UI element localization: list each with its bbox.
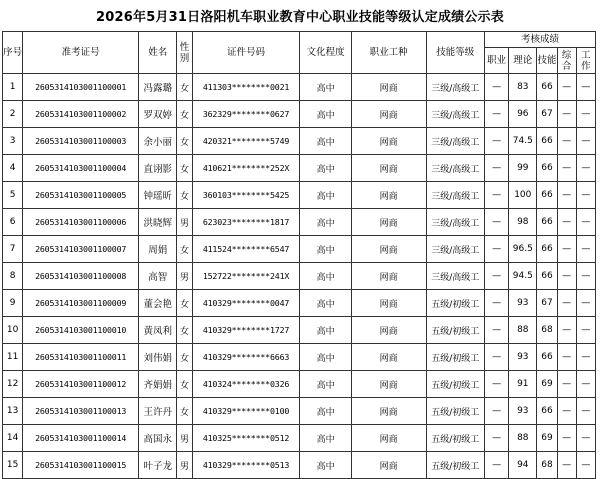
cell-work: — <box>576 317 595 344</box>
cell-skill: 69 <box>537 371 557 398</box>
cell-theory: 94.5 <box>509 263 537 290</box>
table-row <box>3 398 596 425</box>
cell-exam-no: 2605314103001100004 <box>23 155 139 182</box>
table-row <box>3 344 596 371</box>
cell-id-no: 410329********6663 <box>192 344 300 371</box>
cell-education: 高中 <box>300 398 351 425</box>
cell-id-no: 410329********0100 <box>192 398 300 425</box>
cell-exam-no: 2605314103001100007 <box>23 236 139 263</box>
cell-exam-no: 2605314103001100008 <box>23 263 139 290</box>
cell-work: — <box>576 344 595 371</box>
cell-level: 三级/高级工 <box>426 209 484 236</box>
cell-vocation: — <box>484 236 508 263</box>
cell-gender: 女 <box>177 101 192 128</box>
cell-gender: 女 <box>177 236 192 263</box>
cell-work: — <box>576 398 595 425</box>
cell-occupation: 网商 <box>351 209 426 236</box>
cell-work: — <box>576 290 595 317</box>
cell-level: 五级/初级工 <box>426 344 484 371</box>
header-name: 姓名 <box>139 32 177 74</box>
cell-education: 高中 <box>300 371 351 398</box>
cell-vocation: — <box>484 290 508 317</box>
cell-comprehensive: — <box>557 398 576 425</box>
header-row-1 <box>3 32 596 48</box>
cell-id-no: 410329********0047 <box>192 290 300 317</box>
cell-education: 高中 <box>300 263 351 290</box>
cell-work: — <box>576 155 595 182</box>
cell-vocation: — <box>484 452 508 479</box>
cell-skill: 66 <box>537 74 557 101</box>
cell-seq: 6 <box>3 209 23 236</box>
cell-comprehensive: — <box>557 371 576 398</box>
cell-seq: 3 <box>3 128 23 155</box>
cell-comprehensive: — <box>557 452 576 479</box>
cell-occupation: 网商 <box>351 263 426 290</box>
cell-seq: 14 <box>3 425 23 452</box>
cell-occupation: 网商 <box>351 182 426 209</box>
cell-exam-no: 2605314103001100010 <box>23 317 139 344</box>
cell-comprehensive: — <box>557 101 576 128</box>
cell-theory: 88 <box>509 317 537 344</box>
cell-level: 三级/高级工 <box>426 155 484 182</box>
cell-occupation: 网商 <box>351 425 426 452</box>
cell-occupation: 网商 <box>351 452 426 479</box>
cell-vocation: — <box>484 425 508 452</box>
header-skill: 技能 <box>537 48 557 74</box>
header-seq: 序号 <box>3 32 23 74</box>
cell-occupation: 网商 <box>351 317 426 344</box>
cell-name: 高智 <box>139 263 177 290</box>
cell-skill: 66 <box>537 263 557 290</box>
cell-name: 钟瑶昕 <box>139 182 177 209</box>
cell-exam-no: 2605314103001100013 <box>23 398 139 425</box>
cell-level: 三级/高级工 <box>426 182 484 209</box>
cell-theory: 93 <box>509 344 537 371</box>
cell-education: 高中 <box>300 236 351 263</box>
cell-comprehensive: — <box>557 182 576 209</box>
header-exam-no: 准考证号 <box>23 32 139 74</box>
cell-id-no: 410621********252X <box>192 155 300 182</box>
cell-seq: 9 <box>3 290 23 317</box>
cell-skill: 68 <box>537 452 557 479</box>
cell-exam-no: 2605314103001100014 <box>23 425 139 452</box>
cell-vocation: — <box>484 344 508 371</box>
cell-education: 高中 <box>300 317 351 344</box>
cell-gender: 女 <box>177 317 192 344</box>
cell-level: 五级/初级工 <box>426 398 484 425</box>
cell-level: 五级/初级工 <box>426 290 484 317</box>
cell-seq: 15 <box>3 452 23 479</box>
cell-gender: 女 <box>177 182 192 209</box>
table-row <box>3 74 596 101</box>
cell-occupation: 网商 <box>351 128 426 155</box>
cell-gender: 女 <box>177 290 192 317</box>
cell-gender: 女 <box>177 371 192 398</box>
cell-work: — <box>576 263 595 290</box>
cell-theory: 91 <box>509 371 537 398</box>
cell-level: 五级/初级工 <box>426 371 484 398</box>
header-work: 工作 <box>576 48 595 74</box>
cell-work: — <box>576 425 595 452</box>
table-row <box>3 371 596 398</box>
cell-vocation: — <box>484 182 508 209</box>
cell-name: 余小丽 <box>139 128 177 155</box>
cell-name: 周娟 <box>139 236 177 263</box>
cell-vocation: — <box>484 317 508 344</box>
results-table <box>2 31 596 479</box>
cell-skill: 66 <box>537 182 557 209</box>
cell-education: 高中 <box>300 128 351 155</box>
cell-comprehensive: — <box>557 290 576 317</box>
cell-occupation: 网商 <box>351 74 426 101</box>
cell-id-no: 410329********0513 <box>192 452 300 479</box>
header-level: 技能等级 <box>426 32 484 74</box>
table-row <box>3 452 596 479</box>
cell-skill: 66 <box>537 209 557 236</box>
cell-id-no: 411303********0021 <box>192 74 300 101</box>
cell-exam-no: 2605314103001100005 <box>23 182 139 209</box>
cell-gender: 女 <box>177 74 192 101</box>
cell-theory: 98 <box>509 209 537 236</box>
header-scores-group: 考核成绩 <box>484 32 595 48</box>
cell-vocation: — <box>484 209 508 236</box>
cell-id-no: 360103********5425 <box>192 182 300 209</box>
cell-work: — <box>576 74 595 101</box>
cell-id-no: 420321********5749 <box>192 128 300 155</box>
cell-comprehensive: — <box>557 74 576 101</box>
cell-occupation: 网商 <box>351 101 426 128</box>
cell-education: 高中 <box>300 74 351 101</box>
cell-work: — <box>576 371 595 398</box>
cell-vocation: — <box>484 371 508 398</box>
cell-work: — <box>576 128 595 155</box>
cell-seq: 5 <box>3 182 23 209</box>
cell-theory: 96 <box>509 101 537 128</box>
cell-level: 三级/高级工 <box>426 74 484 101</box>
cell-level: 五级/初级工 <box>426 425 484 452</box>
cell-work: — <box>576 101 595 128</box>
cell-skill: 66 <box>537 344 557 371</box>
cell-exam-no: 2605314103001100012 <box>23 371 139 398</box>
cell-theory: 96.5 <box>509 236 537 263</box>
cell-work: — <box>576 452 595 479</box>
cell-education: 高中 <box>300 209 351 236</box>
cell-level: 三级/高级工 <box>426 236 484 263</box>
cell-exam-no: 2605314103001100015 <box>23 452 139 479</box>
table-row <box>3 155 596 182</box>
cell-skill: 68 <box>537 317 557 344</box>
header-theory: 理论 <box>509 48 537 74</box>
table-row <box>3 209 596 236</box>
cell-name: 齐娟娟 <box>139 371 177 398</box>
header-id-no: 证件号码 <box>192 32 300 74</box>
cell-comprehensive: — <box>557 236 576 263</box>
cell-name: 董会艳 <box>139 290 177 317</box>
cell-seq: 1 <box>3 74 23 101</box>
table-row <box>3 236 596 263</box>
cell-exam-no: 2605314103001100003 <box>23 128 139 155</box>
cell-occupation: 网商 <box>351 398 426 425</box>
cell-id-no: 410324********0326 <box>192 371 300 398</box>
cell-theory: 88 <box>509 425 537 452</box>
cell-education: 高中 <box>300 101 351 128</box>
cell-education: 高中 <box>300 290 351 317</box>
cell-theory: 94 <box>509 452 537 479</box>
cell-vocation: — <box>484 398 508 425</box>
cell-vocation: — <box>484 155 508 182</box>
cell-education: 高中 <box>300 452 351 479</box>
cell-occupation: 网商 <box>351 236 426 263</box>
cell-vocation: — <box>484 74 508 101</box>
cell-work: — <box>576 209 595 236</box>
cell-comprehensive: — <box>557 263 576 290</box>
cell-exam-no: 2605314103001100002 <box>23 101 139 128</box>
cell-name: 直诩影 <box>139 155 177 182</box>
cell-name: 冯露璐 <box>139 74 177 101</box>
cell-vocation: — <box>484 128 508 155</box>
cell-seq: 11 <box>3 344 23 371</box>
cell-skill: 66 <box>537 398 557 425</box>
cell-name: 王许丹 <box>139 398 177 425</box>
cell-skill: 69 <box>537 425 557 452</box>
cell-vocation: — <box>484 101 508 128</box>
cell-theory: 93 <box>509 398 537 425</box>
cell-skill: 67 <box>537 290 557 317</box>
cell-occupation: 网商 <box>351 155 426 182</box>
table-row <box>3 425 596 452</box>
cell-name: 黄凤利 <box>139 317 177 344</box>
cell-level: 三级/高级工 <box>426 263 484 290</box>
header-comprehensive: 综合 <box>557 48 576 74</box>
cell-seq: 4 <box>3 155 23 182</box>
cell-id-no: 410329********1727 <box>192 317 300 344</box>
cell-vocation: — <box>484 263 508 290</box>
cell-comprehensive: — <box>557 425 576 452</box>
cell-name: 高国永 <box>139 425 177 452</box>
cell-id-no: 410325********0512 <box>192 425 300 452</box>
cell-exam-no: 2605314103001100006 <box>23 209 139 236</box>
cell-skill: 67 <box>537 101 557 128</box>
cell-work: — <box>576 182 595 209</box>
cell-comprehensive: — <box>557 317 576 344</box>
table-row <box>3 182 596 209</box>
cell-id-no: 152722********241X <box>192 263 300 290</box>
cell-gender: 男 <box>177 263 192 290</box>
cell-id-no: 623023********1817 <box>192 209 300 236</box>
cell-occupation: 网商 <box>351 371 426 398</box>
header-gender: 性别 <box>177 32 192 74</box>
table-row <box>3 290 596 317</box>
cell-occupation: 网商 <box>351 344 426 371</box>
cell-education: 高中 <box>300 155 351 182</box>
cell-seq: 10 <box>3 317 23 344</box>
cell-theory: 74.5 <box>509 128 537 155</box>
cell-id-no: 411524********6547 <box>192 236 300 263</box>
cell-level: 五级/初级工 <box>426 452 484 479</box>
cell-education: 高中 <box>300 182 351 209</box>
cell-comprehensive: — <box>557 128 576 155</box>
cell-skill: 66 <box>537 236 557 263</box>
cell-level: 五级/初级工 <box>426 317 484 344</box>
cell-name: 罗双婷 <box>139 101 177 128</box>
header-education: 文化程度 <box>300 32 351 74</box>
cell-comprehensive: — <box>557 344 576 371</box>
cell-gender: 女 <box>177 398 192 425</box>
cell-skill: 66 <box>537 155 557 182</box>
cell-level: 三级/高级工 <box>426 128 484 155</box>
cell-theory: 93 <box>509 290 537 317</box>
cell-gender: 男 <box>177 425 192 452</box>
cell-name: 刘伟娟 <box>139 344 177 371</box>
table-row <box>3 128 596 155</box>
cell-name: 洪晓辉 <box>139 209 177 236</box>
cell-seq: 7 <box>3 236 23 263</box>
cell-exam-no: 2605314103001100001 <box>23 74 139 101</box>
cell-education: 高中 <box>300 344 351 371</box>
header-vocation: 职业 <box>484 48 508 74</box>
cell-name: 叶子龙 <box>139 452 177 479</box>
cell-seq: 12 <box>3 371 23 398</box>
table-row <box>3 101 596 128</box>
cell-gender: 女 <box>177 344 192 371</box>
cell-work: — <box>576 236 595 263</box>
header-occupation: 职业工种 <box>351 32 426 74</box>
cell-gender: 男 <box>177 209 192 236</box>
cell-skill: 66 <box>537 128 557 155</box>
cell-id-no: 362329********0627 <box>192 101 300 128</box>
cell-level: 三级/高级工 <box>426 101 484 128</box>
cell-gender: 女 <box>177 128 192 155</box>
table-row <box>3 263 596 290</box>
document-title: 2026年5月31日洛阳机车职业教育中心职业技能等级认定成绩公示表 <box>96 10 504 25</box>
cell-gender: 男 <box>177 452 192 479</box>
cell-theory: 83 <box>509 74 537 101</box>
table-row <box>3 317 596 344</box>
cell-education: 高中 <box>300 425 351 452</box>
table-body <box>3 74 596 479</box>
cell-theory: 99 <box>509 155 537 182</box>
cell-comprehensive: — <box>557 155 576 182</box>
cell-seq: 8 <box>3 263 23 290</box>
cell-comprehensive: — <box>557 209 576 236</box>
cell-exam-no: 2605314103001100011 <box>23 344 139 371</box>
cell-theory: 100 <box>509 182 537 209</box>
cell-gender: 女 <box>177 155 192 182</box>
cell-seq: 13 <box>3 398 23 425</box>
cell-occupation: 网商 <box>351 290 426 317</box>
cell-seq: 2 <box>3 101 23 128</box>
cell-exam-no: 2605314103001100009 <box>23 290 139 317</box>
